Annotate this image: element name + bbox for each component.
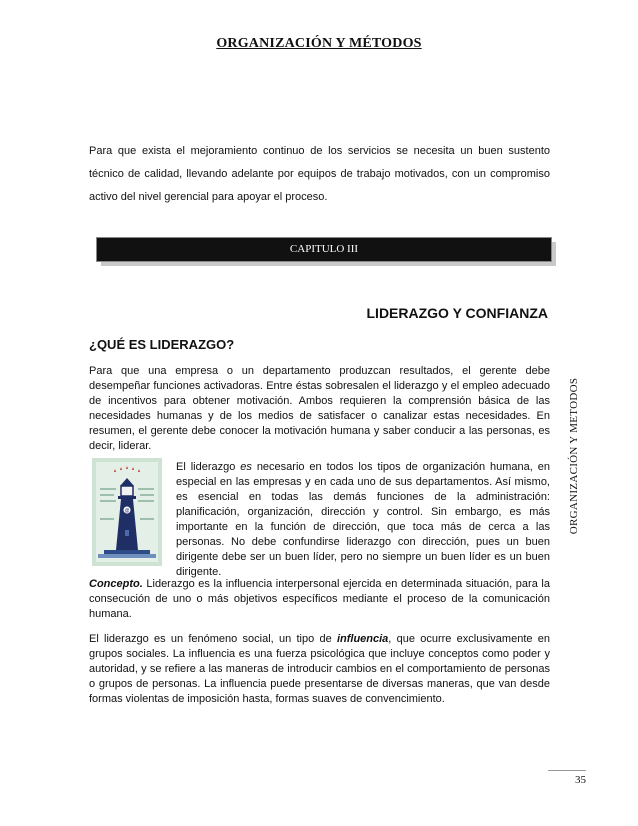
page-number-rule <box>548 770 586 771</box>
page-header-title: ORGANIZACIÓN Y MÉTODOS <box>216 36 422 51</box>
p2-text-start: El liderazgo <box>176 461 241 473</box>
p2-emphasis: es <box>240 461 252 473</box>
section-heading: ¿QUÉ ES LIDERAZGO? <box>89 337 235 352</box>
paragraph-leadership-intro: Para que una empresa o un departamento produzcan resultados, el gerente debe desempeñar funciones activadoras. Entre éstas sobresalen el liderazgo y el empleo adecuado de incentivos para obtener motivación. Ambos requieren la comprensión básica de las necesidades humanas y de los medios de satisfacer o canalizar estas necesidades. En resumen, el gerente debe conocer la motivación humana y saber conducir a las personas, es decir, liderar. <box>89 365 550 452</box>
svg-text:@: @ <box>124 508 130 514</box>
chapter-bar: CAPITULO III <box>96 237 552 262</box>
p4-emphasis: influencia <box>336 633 389 645</box>
concept-label: Concepto. <box>89 578 143 590</box>
paragraph-leadership-importance <box>176 460 550 580</box>
paragraph-concept <box>89 577 550 622</box>
intro-paragraph: Para que exista el mejoramiento continuo de los servicios se necesita un buen sustento técnico de calidad, llevando adelante por equipos de trabajo motivados, con un compromiso activo del nivel gerencial para apoyar el proceso. <box>89 145 550 203</box>
side-running-title <box>561 364 587 548</box>
chapter-title: LIDERAZGO Y CONFIANZA <box>366 305 548 321</box>
lighthouse-icon <box>92 458 162 566</box>
side-running-title-text: ORGANIZACIÓN Y METODOS <box>568 377 580 535</box>
page-number: 35 <box>575 774 586 786</box>
p2-text-end: necesario en todos los tipos de organización humana, en especial en las empresas y en cada uno de sus departamentos. Así mismo, es esencial en todas las demás funciones de la administración: planificación, organización, dirección y control. Sin embargo, es más importante en la función de dirección, que toca más de cerca a las personas. No debe confundirse liderazgo con dirección, pues un buen dirigente debe ser un buen líder, pero no siempre un buen líder es un buen dirigente. <box>176 461 550 578</box>
p4-text-end: , que ocurre exclusivamente en grupos sociales. La influencia es una fuerza psicológica que incluye conceptos como poder y autoridad, y se refiere a las maneras de introducir cambios en el comportamiento de personas o grupos de personas. La influencia puede presentarse de diversas maneras, que van desde formas violentas de imposición hasta, formas suaves de convencimiento. <box>89 633 550 705</box>
p4-text-start: El liderazgo es un fenómeno social, un tipo de <box>89 633 337 645</box>
lighthouse-illustration <box>92 458 162 566</box>
concept-text: Liderazgo es la influencia interpersonal ejercida en determinada situación, para la consecución de uno o más objetivos específicos mediante el proceso de la comunicación humana. <box>89 578 550 620</box>
paragraph-influence <box>89 632 550 707</box>
